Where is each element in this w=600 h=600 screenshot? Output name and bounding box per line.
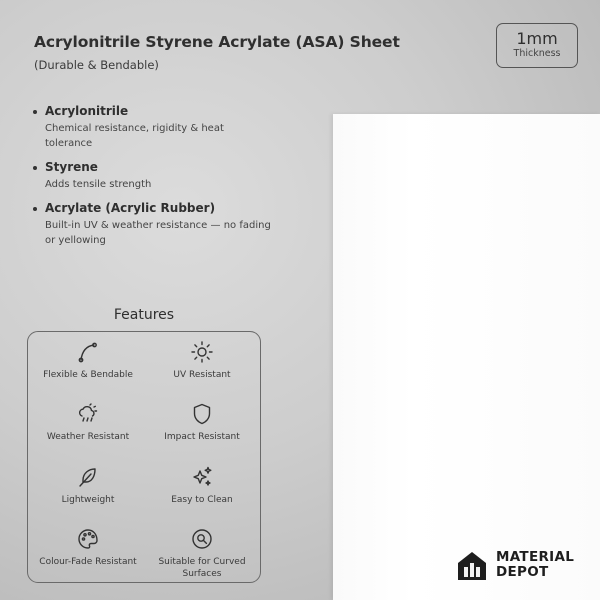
asa-sheet-image bbox=[333, 114, 600, 600]
feature-label: Colour-Fade Resistant bbox=[39, 557, 137, 567]
weather-icon bbox=[76, 402, 100, 426]
feature-item bbox=[28, 340, 148, 381]
sun-icon bbox=[190, 340, 214, 364]
thickness-value: 1mm bbox=[516, 29, 558, 48]
list-item bbox=[33, 160, 273, 192]
feature-label: Flexible & Bendable bbox=[43, 370, 133, 380]
feature-label: Impact Resistant bbox=[164, 432, 240, 442]
feature-item bbox=[142, 402, 262, 443]
component-name: Acrylate (Acrylic Rubber) bbox=[45, 201, 216, 215]
curved-surface-icon bbox=[190, 527, 214, 551]
component-description: Adds tensile strength bbox=[45, 179, 152, 190]
shield-icon bbox=[190, 402, 214, 426]
feature-item bbox=[142, 340, 262, 381]
thickness-badge bbox=[496, 23, 578, 68]
features-title: Features bbox=[113, 307, 175, 323]
feature-item bbox=[28, 402, 148, 443]
palette-icon bbox=[76, 527, 100, 551]
page-title: Acrylonitrile Styrene Acrylate (ASA) Sheet bbox=[34, 33, 400, 51]
list-item bbox=[33, 104, 273, 151]
component-name: Styrene bbox=[45, 160, 98, 174]
thickness-label: Thickness bbox=[513, 48, 561, 59]
feature-item bbox=[28, 465, 148, 506]
feature-item bbox=[142, 465, 262, 506]
sparkle-icon bbox=[190, 465, 214, 489]
brand-line2: DEPOT bbox=[496, 564, 549, 580]
feature-label: Easy to Clean bbox=[171, 495, 233, 505]
feature-label: Weather Resistant bbox=[46, 432, 130, 442]
feature-label: UV Resistant bbox=[173, 370, 231, 380]
brand-line1: MATERIAL bbox=[496, 549, 575, 565]
component-description: Chemical resistance, rigidity & heat tolerance bbox=[45, 123, 224, 149]
component-description: Built-in UV & weather resistance — no fading or yellowing bbox=[45, 220, 271, 246]
component-name: Acrylonitrile bbox=[45, 104, 129, 118]
brand-name bbox=[496, 550, 574, 580]
house-logo-icon bbox=[456, 549, 488, 581]
feature-item bbox=[28, 527, 148, 568]
brand-logo bbox=[456, 547, 586, 583]
list-item bbox=[33, 201, 273, 248]
features-panel bbox=[27, 331, 261, 583]
feature-label: Lightweight bbox=[61, 495, 115, 505]
page-subtitle: (Durable & Bendable) bbox=[34, 58, 159, 72]
component-list bbox=[33, 104, 273, 257]
feature-label: Suitable for Curved Surfaces bbox=[158, 557, 246, 579]
feature-item bbox=[142, 527, 262, 580]
curve-icon bbox=[76, 340, 100, 364]
feather-icon bbox=[76, 465, 100, 489]
